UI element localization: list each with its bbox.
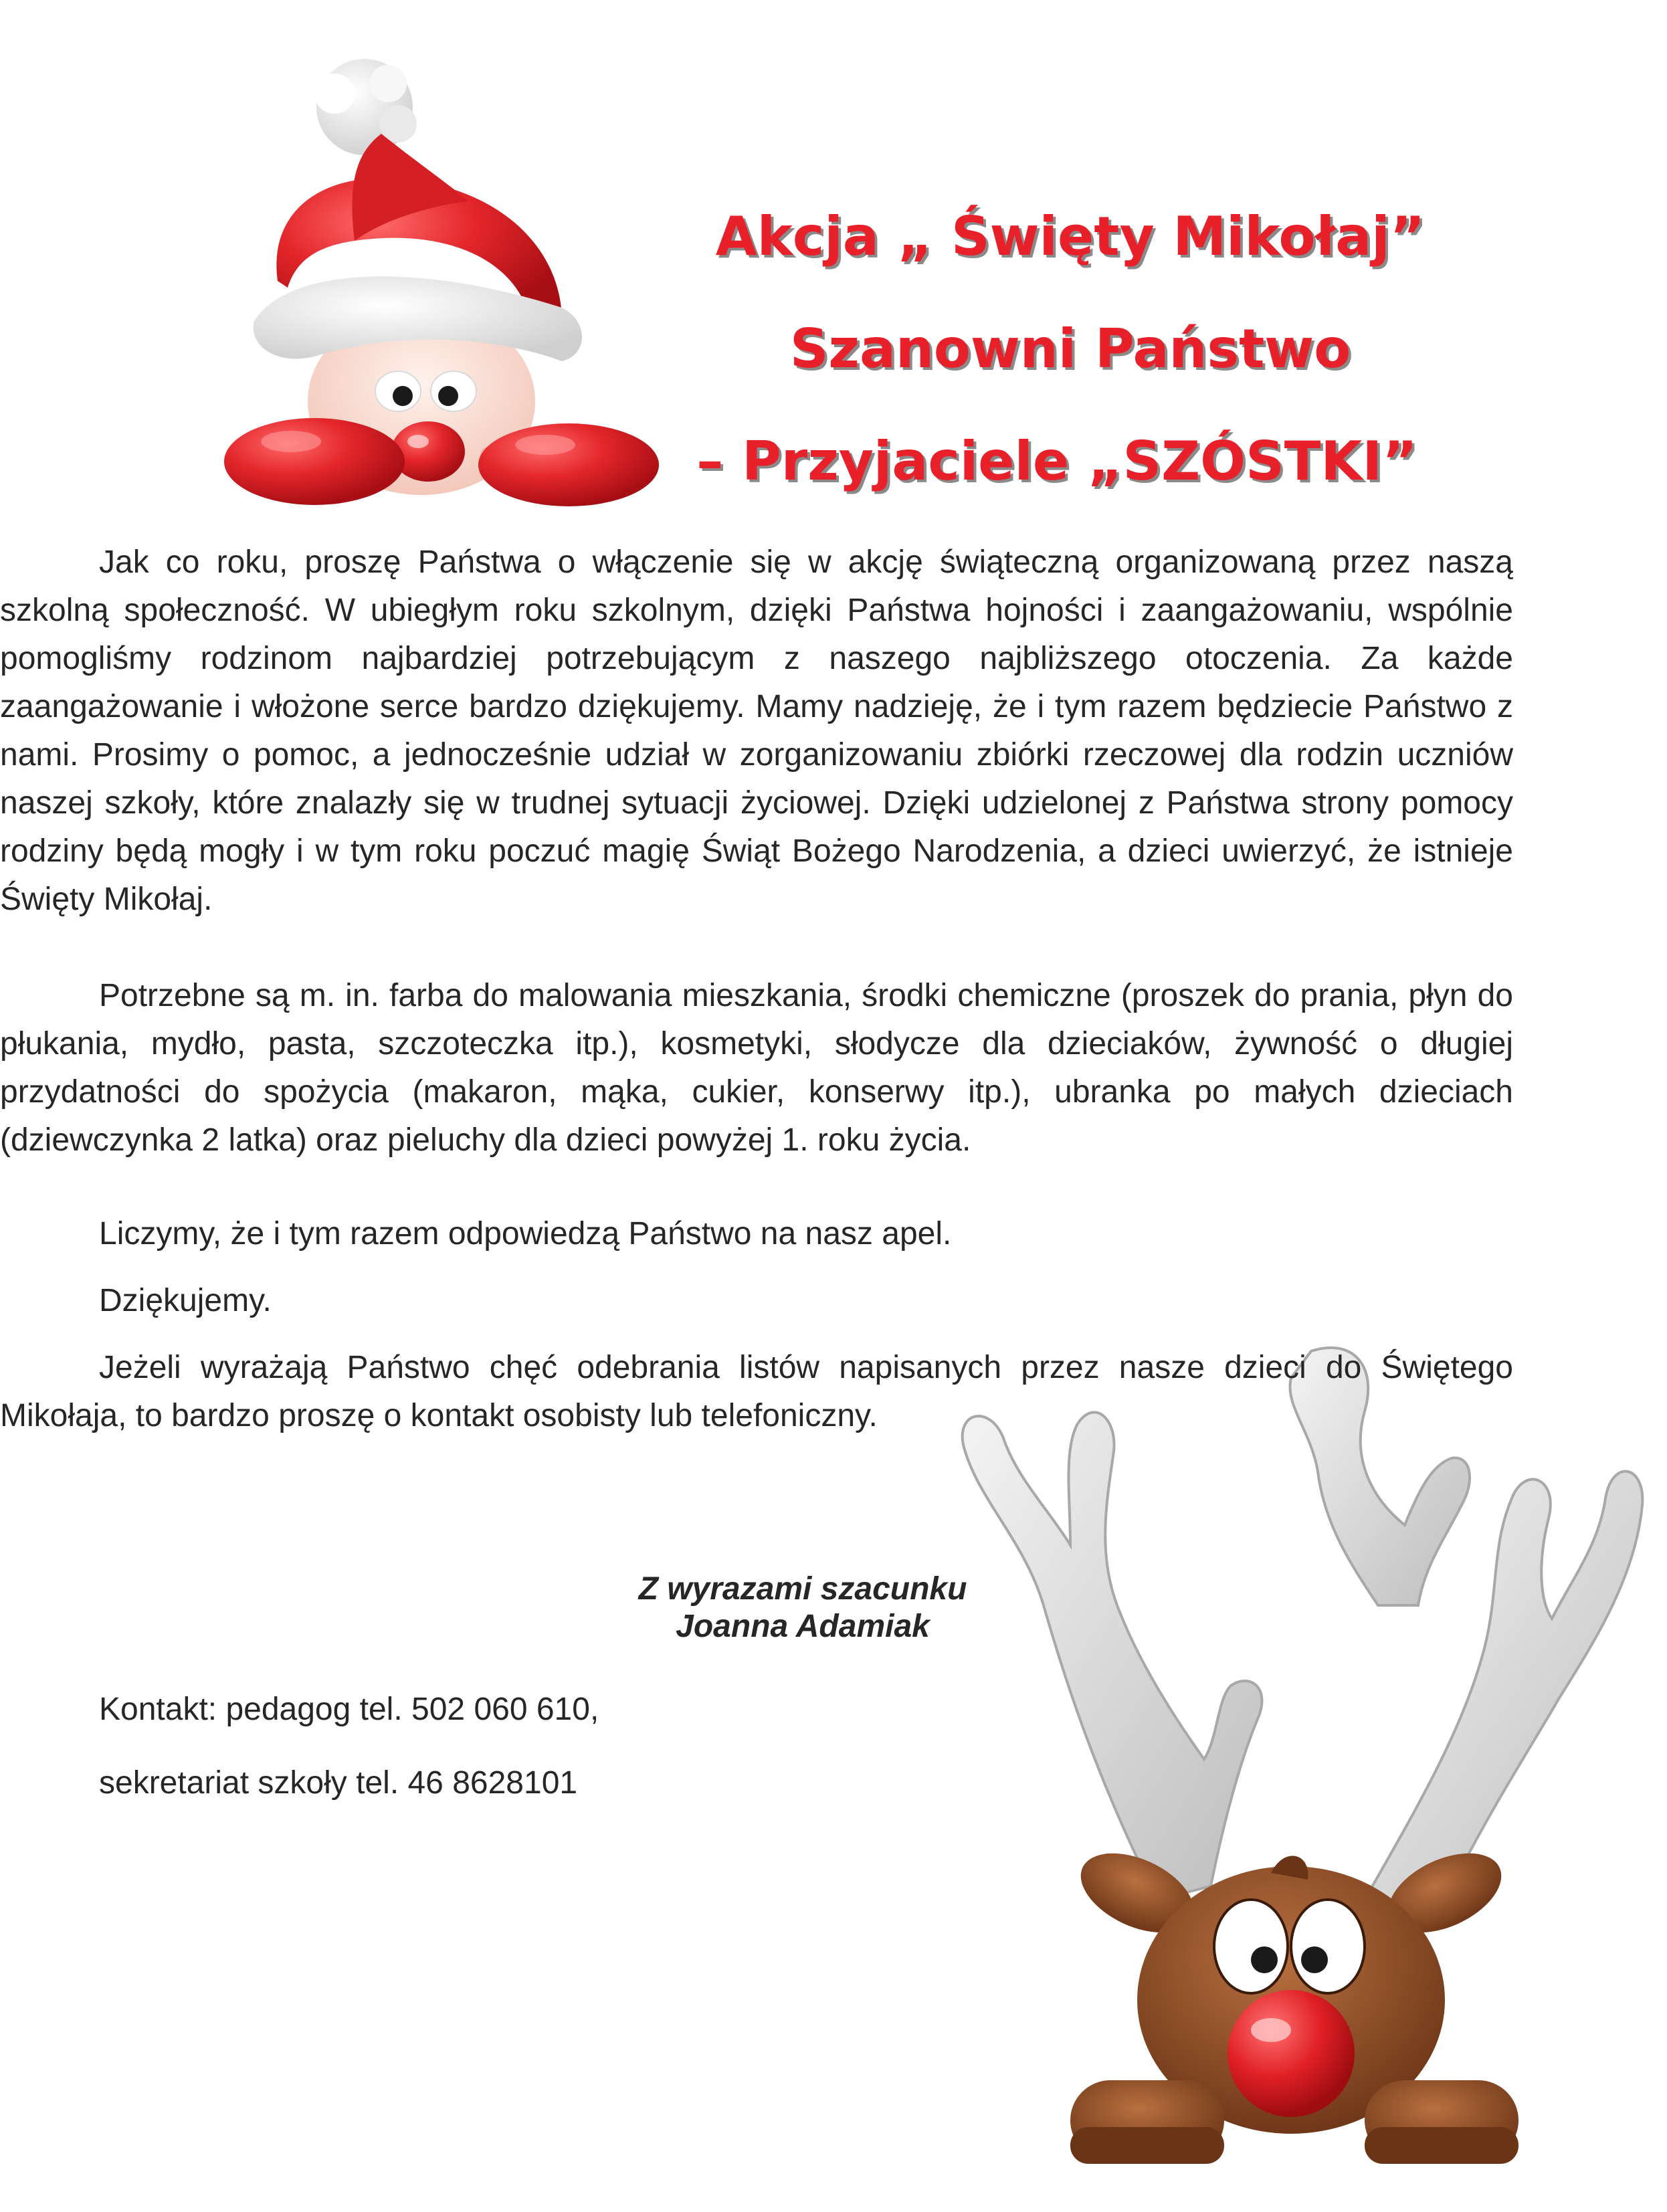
signature-closing: Z wyrazami szacunku <box>638 1571 967 1607</box>
letter-body <box>0 538 1513 1440</box>
appeal-line: Liczymy, że i tym razem odpowiedzą Państwo na nasz apel. <box>99 1216 952 1251</box>
contact-pedagog: Kontakt: pedagog tel. 502 060 610, <box>99 1692 599 1727</box>
title-line-2: Szanowni Państwo <box>789 318 1351 380</box>
title-line-1: Akcja „ Święty Mikołaj” <box>715 205 1426 268</box>
reindeer-nose <box>1228 1990 1355 2117</box>
title-block <box>602 181 1539 518</box>
title-line-3: – Przyjaciele „SZÓSTKI” <box>696 430 1417 492</box>
thanks-line: Dziękujemy. <box>99 1283 272 1318</box>
paragraph-1: Jak co roku, proszę Państwa o włączenie się w akcję świąteczną organizowaną przez naszą szkolną społeczność. W ubiegłym roku szkolnym, dzięki Państwa hojności i zaangażowaniu, wspólnie pomogliśmy rodzinom najbardziej potrzebującym z naszego najbliższego otoczenia. Za każde zaangażowanie i włożone serce bardzo dziękujemy. Mamy nadzieję, że i tym razem będziecie Państwo z nami. Prosimy o pomoc, a jednocześnie udział w zorganizowaniu zbiórki rzeczowej dla rodzin uczniów naszej szkoły, które znalazły się w trudnej sytuacji życiowej. Dzięki udzielonej z Państwa strony pomocy rodziny będą mogły i w tym roku poczuć magię Świąt Bożego Narodzenia, a dzieci uwierzyć, że istnieje Święty Mikołaj. <box>0 544 1513 917</box>
reindeer-left-eye <box>1214 1900 1288 1993</box>
pompom-shape <box>314 59 417 155</box>
reindeer-illustration <box>937 1324 1652 2212</box>
left-antler <box>963 1412 1262 1900</box>
santa-left-glove <box>224 418 405 505</box>
santa-nose <box>391 421 465 482</box>
contact-secretariat: sekretariat szkoły tel. 46 8628101 <box>99 1765 578 1801</box>
signature-name: Joanna Adamiak <box>676 1609 930 1644</box>
paragraph-2: Potrzebne są m. in. farba do malowania mieszkania, środki chemiczne (proszek do prania, płyn do płukania, mydło, pasta, szczoteczka itp.), kosmetyki, słodycze dla dzieciaków, żywność o długiej przydatności do spożycia (makaron, mąka, cukier, konserwy itp.), ubranka po małych dzieciach (dziewczynka 2 latka) oraz pieluchy dla dzieci powyżej 1. roku życia. <box>0 978 1513 1158</box>
reindeer-right-eye <box>1291 1900 1365 1993</box>
signature <box>522 1571 1084 1645</box>
paragraph-3: Jeżeli wyrażają Państwo chęć odebrania listów napisanych przez nasze dzieci do Świętego Mikołaja, to bardzo proszę o kontakt osobisty lub telefoniczny. <box>0 1350 1513 1433</box>
contact-block <box>99 1686 599 1807</box>
